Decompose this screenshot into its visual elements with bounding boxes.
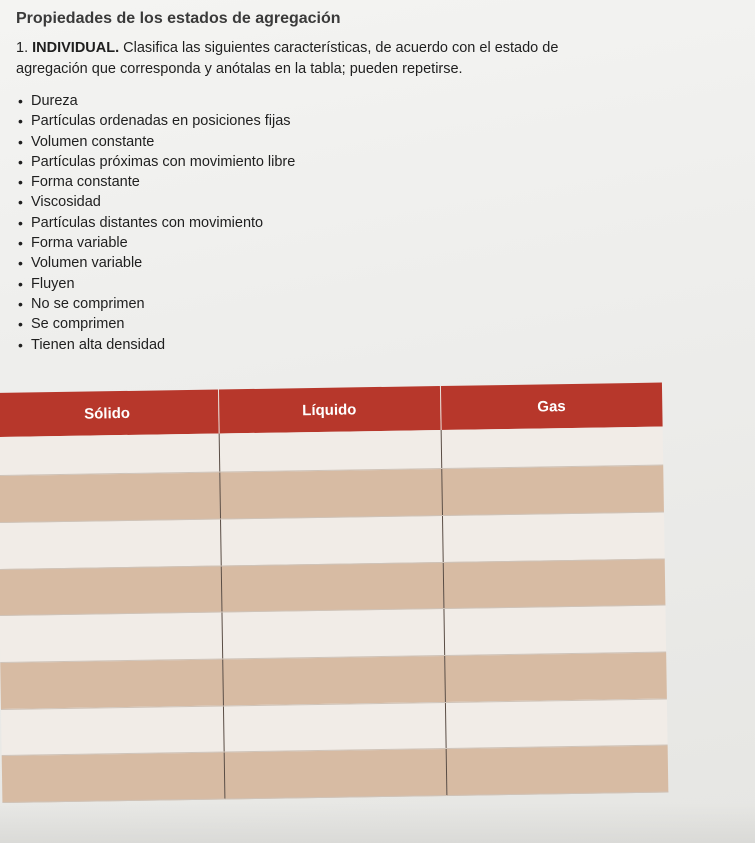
instruction — [16, 38, 616, 80]
table-row — [2, 745, 669, 802]
list-item: • Forma variable — [16, 233, 356, 253]
cell-liquido[interactable] — [219, 469, 442, 519]
instruction-text: Clasifica las siguientes características, de acuerdo con el estado de agregación que corresponda y anótalas en la tabla; pueden repetirse. — [16, 40, 559, 77]
cell-liquido[interactable] — [224, 749, 447, 799]
page-shadow — [0, 803, 755, 843]
cell-solido[interactable] — [0, 472, 220, 522]
cell-liquido[interactable] — [222, 655, 445, 705]
list-item: • Partículas distantes con movimiento — [16, 213, 356, 233]
cell-solido[interactable] — [0, 612, 222, 662]
cell-gas[interactable] — [445, 699, 668, 749]
list-item: • No se comprimen — [16, 294, 356, 314]
list-item: • Fluyen — [16, 274, 356, 294]
classification-table-wrapper — [0, 383, 668, 803]
list-item: • Dureza — [16, 91, 356, 111]
cell-solido[interactable] — [0, 659, 223, 709]
list-item: • Se comprimen — [16, 314, 356, 334]
cell-liquido[interactable] — [221, 562, 444, 612]
cell-gas[interactable] — [444, 652, 667, 702]
cell-gas[interactable] — [441, 465, 664, 515]
list-item: • Partículas próximas con movimiento libre — [16, 152, 356, 172]
cell-solido[interactable] — [2, 752, 225, 802]
list-item: • Forma constante — [16, 172, 356, 192]
cell-solido[interactable] — [0, 519, 221, 569]
list-item: • Tienen alta densidad — [16, 335, 356, 355]
cell-liquido[interactable] — [220, 516, 443, 566]
classification-table — [0, 383, 668, 803]
cell-solido[interactable] — [1, 706, 224, 756]
cell-solido[interactable] — [0, 434, 219, 476]
header-gas: Gas — [440, 383, 663, 430]
cell-gas[interactable] — [443, 559, 666, 609]
instruction-number: 1. — [16, 40, 29, 56]
list-item: • Volumen variable — [16, 253, 356, 273]
page-title: Propiedades de los estados de agregación — [16, 10, 341, 27]
cell-gas[interactable] — [441, 427, 664, 469]
cell-solido[interactable] — [0, 566, 221, 616]
cell-liquido[interactable] — [221, 609, 444, 659]
instruction-lead: INDIVIDUAL. — [32, 40, 120, 56]
list-item: • Viscosidad — [16, 192, 356, 212]
list-item: • Volumen constante — [16, 132, 356, 152]
cell-liquido[interactable] — [219, 430, 442, 472]
characteristics-list — [16, 91, 356, 355]
cell-gas[interactable] — [443, 605, 666, 655]
header-liquido: Líquido — [218, 386, 441, 433]
header-solido: Sólido — [0, 390, 219, 437]
cell-gas[interactable] — [446, 745, 669, 795]
cell-gas[interactable] — [442, 512, 665, 562]
cell-liquido[interactable] — [223, 702, 446, 752]
list-item: • Partículas ordenadas en posiciones fijas — [16, 111, 356, 131]
